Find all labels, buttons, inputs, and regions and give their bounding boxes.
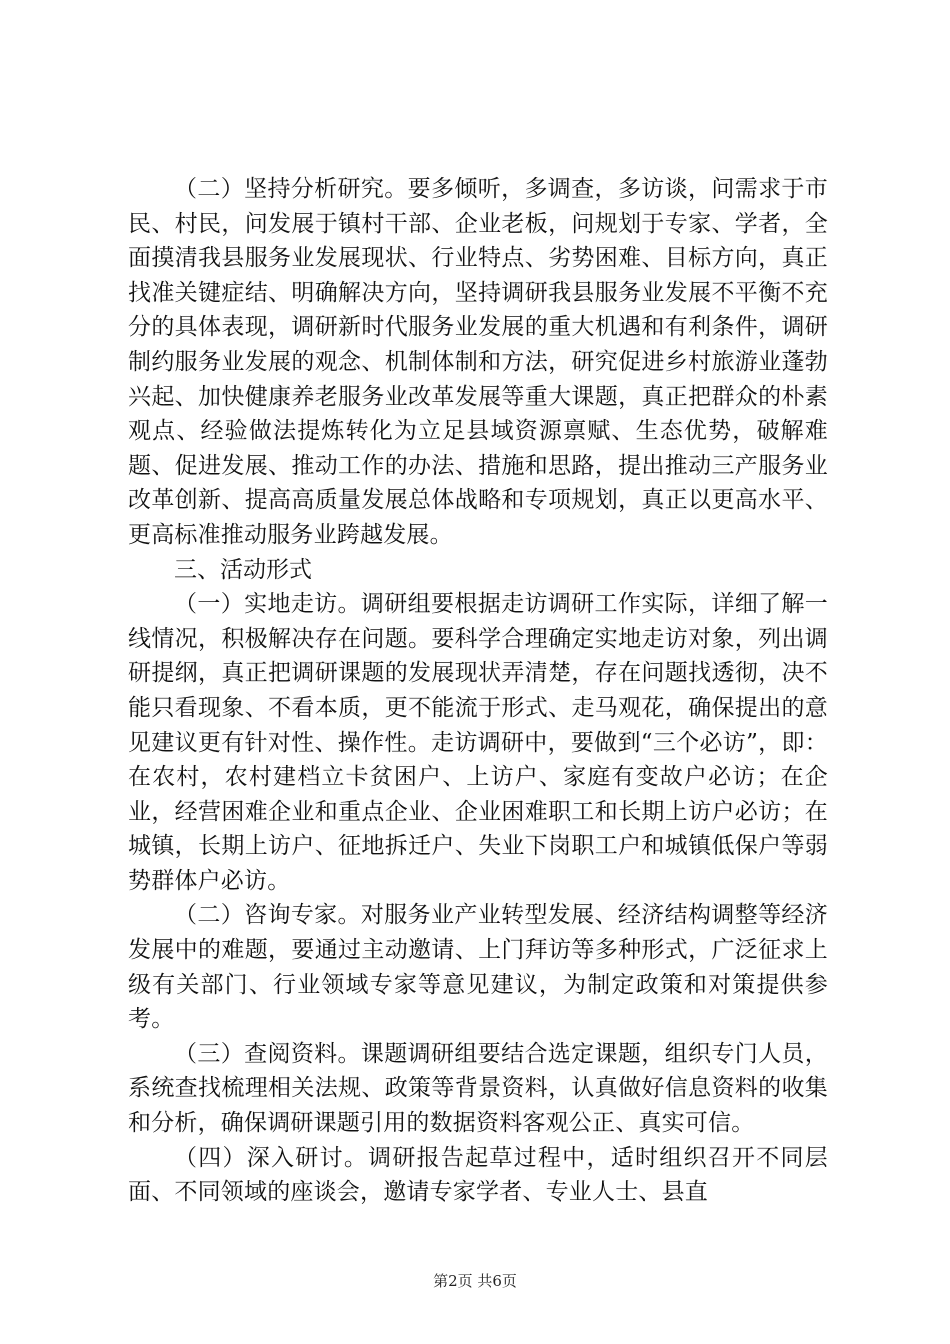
page-number-footer: 第2页 共6页 (433, 1272, 517, 1290)
paragraph-review-materials: （三）查阅资料。课题调研组要结合选定课题，组织专门人员，系统查找梳理相关法规、政策等背景资料，认真做好信息资料的收集和分析，确保调研课题引用的数据资料客观公正、真实可信。 (128, 1040, 828, 1137)
paragraph-field-visits: （一）实地走访。调研组要根据走访调研工作实际，详细了解一线情况，积极解决存在问题。要科学合理确定实地走访对象，列出调研提纲，真正把调研课题的发展现状弄清楚，存在问题找透彻，决不能只看现象、不看本质，更不能流于形式、走马观花，确保提出的意见建议更有针对性、操作性。走访调研中，要做到“三个必访”，即：在农村，农村建档立卡贫困户、上访户、家庭有变故户必访；在企业，经营困难企业和重点企业、企业困难职工和长期上访户必访；在城镇，长期上访户、征地拆迁户、失业下岗职工户和城镇低保户等弱势群体户必访。 (128, 591, 828, 894)
section-heading-activity-forms: 三、活动形式 (174, 556, 312, 583)
paragraph-analysis-research: （二）坚持分析研究。要多倾听，多调查，多访谈，问需求于市民、村民，问发展于镇村干部、企业老板，问规划于专家、学者，全面摸清我县服务业发展现状、行业特点、劣势困难、目标方向，真正找准关键症结、明确解决方向，坚持调研我县服务业发展不平衡不充分的具体表现，调研新时代服务业发展的重大机遇和有利条件，调研制约服务业发展的观念、机制体制和方法，研究促进乡村旅游业蓬勃兴起、加快健康养老服务业改革发展等重大课题，真正把群众的朴素观点、经验做法提炼转化为立足县域资源禀赋、生态优势，破解难题、促进发展、推动工作的办法、措施和思路，提出推动三产服务业改革创新、提高高质量发展总体战略和专项规划，真正以更高水平、更高标准推动服务业跨越发展。 (128, 176, 828, 548)
document-body (128, 172, 828, 1210)
paragraph-consult-experts: （二）咨询专家。对服务业产业转型发展、经济结构调整等经济发展中的难题，要通过主动邀请、上门拜访等多种形式，广泛征求上级有关部门、行业领域专家等意见建议，为制定政策和对策提供参考。 (128, 902, 828, 1033)
paragraph-in-depth-discussion: （四）深入研讨。调研报告起草过程中，适时组织召开不同层面、不同领域的座谈会，邀请专家学者、专业人士、县直 (128, 1144, 828, 1206)
